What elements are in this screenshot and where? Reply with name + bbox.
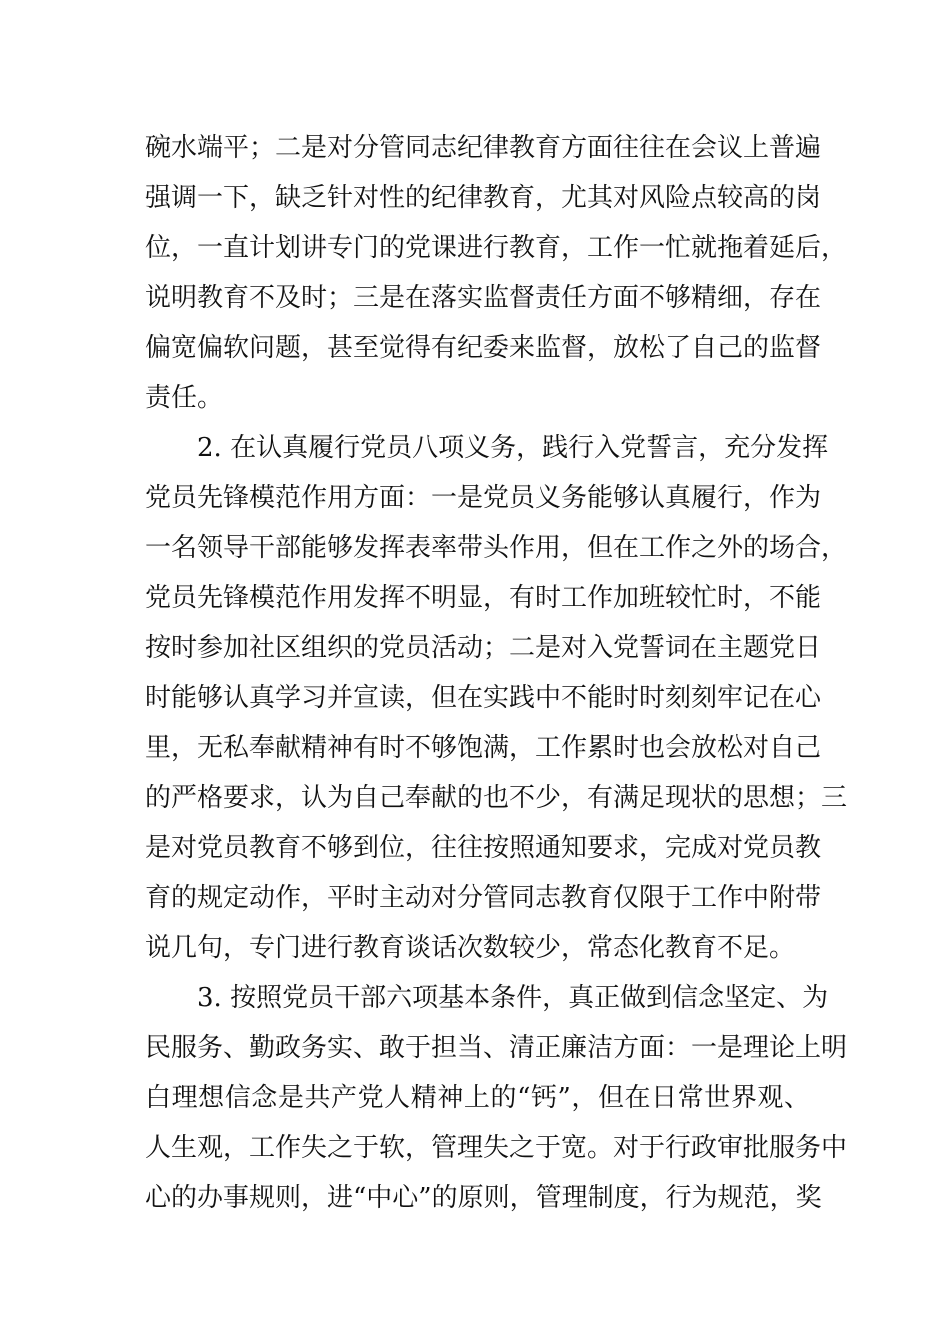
text-line: 一名领导干部能够发挥表率带头作用，但在工作之外的场合， <box>145 533 848 563</box>
text-line: 白理想信念是共产党人精神上的“钙”，但在日常世界观、 <box>145 1083 810 1113</box>
text-line: 人生观，工作失之于软，管理失之于宽。对于行政审批服务中 <box>145 1133 848 1163</box>
text-line: 党员先锋模范作用方面：一是党员义务能够认真履行，作为 <box>145 483 822 513</box>
text-line: 育的规定动作，平时主动对分管同志教育仅限于工作中附带 <box>145 883 822 913</box>
text-line: 里，无私奉献精神有时不够饱满，工作累时也会放松对自己 <box>145 733 822 763</box>
body-text <box>145 123 848 1223</box>
text-line: 责任。 <box>145 383 224 413</box>
text-line: 时能够认真学习并宣读，但在实践中不能时时刻刻牢记在心 <box>145 683 822 713</box>
text-line: 碗水端平；二是对分管同志纪律教育方面往往在会议上普遍 <box>145 133 822 163</box>
text-line: 民服务、勤政务实、敢于担当、清正廉洁方面：一是理论上明 <box>145 1033 848 1063</box>
text-line: 2. 在认真履行党员八项义务，践行入党誓言，充分发挥 <box>197 433 829 463</box>
text-line: 强调一下，缺乏针对性的纪律教育，尤其对风险点较高的岗 <box>145 183 822 213</box>
text-line: 的严格要求，认为自己奉献的也不少，有满足现状的思想；三 <box>145 783 848 813</box>
text-line: 3. 按照党员干部六项基本条件，真正做到信念坚定、为 <box>197 983 829 1013</box>
text-line: 位，一直计划讲专门的党课进行教育，工作一忙就拖着延后， <box>145 233 848 263</box>
text-line: 心的办事规则，进“中心”的原则，管理制度，行为规范，奖 <box>145 1183 822 1213</box>
text-line: 是对党员教育不够到位，往往按照通知要求，完成对党员教 <box>145 833 822 863</box>
text-line: 偏宽偏软问题，甚至觉得有纪委来监督，放松了自己的监督 <box>145 333 822 363</box>
text-line: 说明教育不及时；三是在落实监督责任方面不够精细，存在 <box>145 283 822 313</box>
text-line: 说几句，专门进行教育谈话次数较少，常态化教育不足。 <box>145 933 796 963</box>
text-line: 党员先锋模范作用发挥不明显，有时工作加班较忙时，不能 <box>145 583 822 613</box>
text-line: 按时参加社区组织的党员活动；二是对入党誓词在主题党日 <box>145 633 822 663</box>
